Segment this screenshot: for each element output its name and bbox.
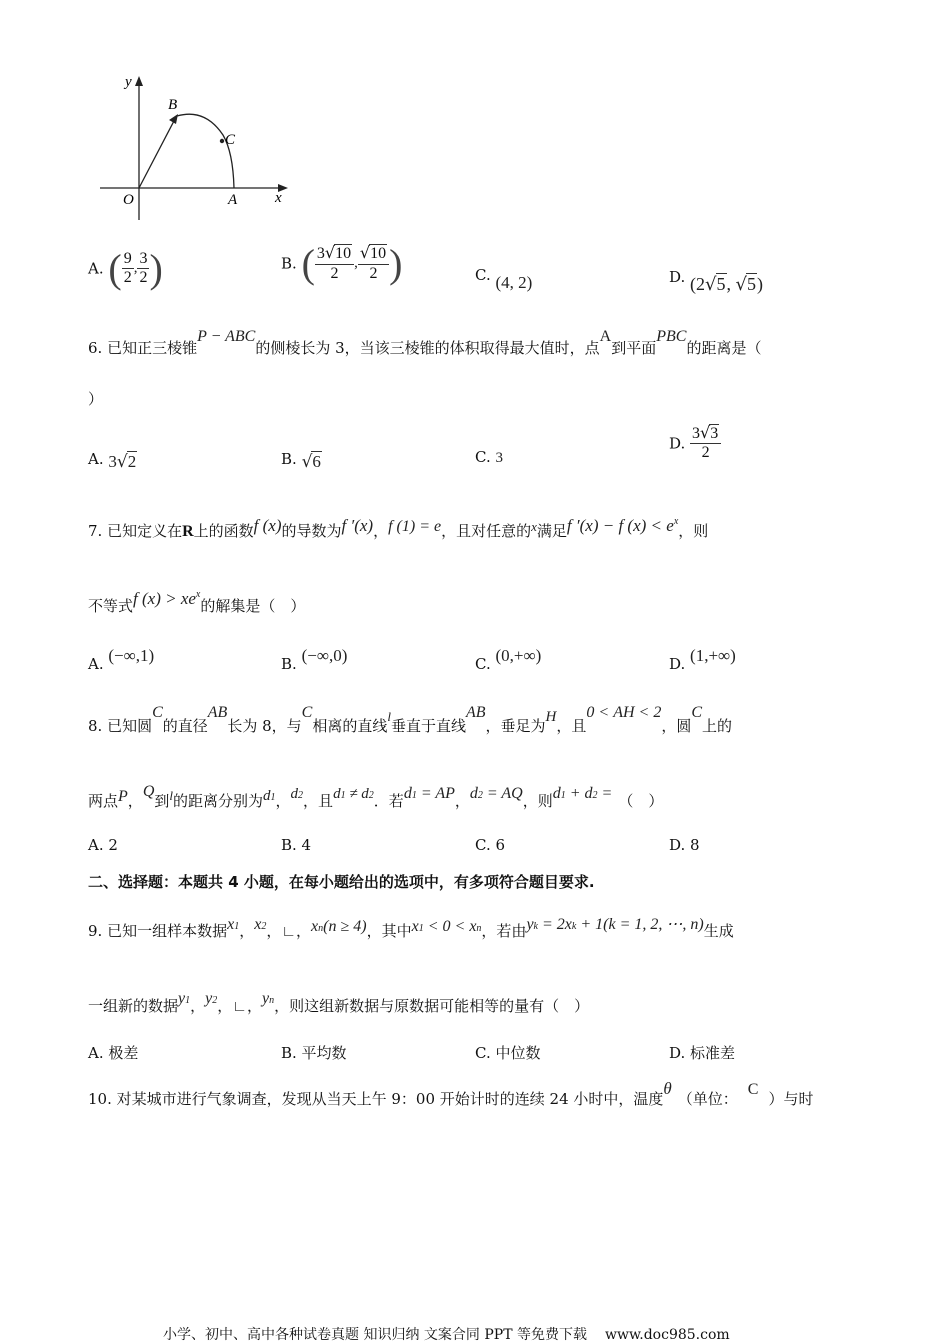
option-label: A. [88,259,104,278]
q6-option-c[interactable] [475,448,503,467]
option-label: C. [475,655,491,673]
math: l [169,788,174,803]
text: ，则这组新数据与原数据可能相等的量有（ ） [274,997,590,1015]
math-sub: k [571,921,577,932]
point-c [220,139,224,143]
text: ，且 [556,717,587,735]
math-sub: 1 [270,792,276,803]
q5-option-d[interactable]: D. (2√5, √5) [669,268,764,295]
text: ，圆 [661,717,692,735]
ellipsis-glyph: ∟ [232,999,247,1015]
label-c: C [225,132,236,148]
q8-option-d[interactable]: D. 8 [669,836,700,854]
q9-stem [88,916,734,941]
option-value: (1,+∞) [690,646,736,665]
q5-option-b[interactable]: B. ( $\frac{3√10}{2}$ , $\frac{√10}{2}$ ) [281,241,403,286]
text: 8. 已知圆 [88,717,153,735]
q6-option-d[interactable]: D. $\frac{3√3}{2}$ [669,424,721,463]
frac-den: 2 [369,264,378,282]
page-footer [163,1324,730,1344]
text: 两点 [88,792,119,810]
option-value: (0,+∞) [495,646,542,665]
math: y [178,990,186,1007]
text: ，则 [678,522,709,540]
text: ， [275,792,291,810]
q5-option-a[interactable]: A. ( $\frac{9}{2}$ , $\frac{3}{2}$ ) [88,246,163,291]
math: ≠ d [345,786,369,802]
math: C [747,1081,759,1098]
radicand: 2 [127,452,137,471]
footer-text: 小学、初中、高中各种试卷真题 知识归纳 文案合同 PPT 等免费下载 [163,1327,587,1343]
math: f ′(x) [341,516,374,535]
math-sub: 2 [477,790,483,801]
math: d [403,785,412,802]
coef: 3 [316,245,325,263]
math: d [552,785,561,802]
math: y [205,990,213,1007]
text: ，且 [303,792,334,810]
math: H [545,709,557,725]
math: A [599,328,612,345]
math: C [691,704,702,721]
math: + d [565,785,593,802]
math-sup: x [195,589,201,600]
math: (n ≥ 4) [323,918,367,935]
frac-den: 2 [139,269,148,286]
y-axis-arrow-icon [135,76,143,86]
q8-option-a[interactable]: A. 2 [88,836,118,854]
math: θ [663,1079,672,1098]
coef: 3 [108,452,117,471]
q7-option-a[interactable] [88,646,155,674]
text: ， [296,922,312,940]
q7-stem [88,516,709,541]
text: ．若 [373,792,404,810]
q7-option-c[interactable] [475,646,542,674]
text: ， [217,997,233,1015]
q8-option-c[interactable]: C. 6 [475,836,506,854]
coef: 3 [692,425,701,442]
footer-link[interactable]: www.doc985.com [604,1327,730,1343]
q7-stem-line2 [88,589,306,616]
math: = [597,785,613,802]
math: P − ABC [197,328,256,345]
math: C [301,704,313,721]
q6-option-a[interactable]: A. 3√2 [88,450,137,472]
option-label: C. [475,266,491,284]
vector-ob-arrow-icon [169,114,178,124]
math: Q [142,783,155,800]
math: d [333,786,341,802]
radicand: 5 [747,274,757,294]
frac-num: 9 [122,250,134,269]
frac-den: 2 [123,269,132,286]
math: AB [207,704,228,721]
math: PBC [656,328,687,345]
math: = 2x [538,916,572,933]
math: x [411,918,419,935]
q10-stem [88,1079,814,1109]
option-label: D. [669,268,686,286]
text: 6. 已知正三棱锥 [88,339,198,357]
text: 的直径 [162,717,208,735]
text: 7. 已知定义在 [88,522,183,540]
text: ， [266,922,282,940]
text: ， [373,522,389,540]
option-label: D. [669,434,686,453]
math: d [263,788,271,804]
math-sub: n [318,923,324,934]
text: 的距离分别为 [173,792,264,810]
text: （单位： [677,1090,738,1108]
label-o: O [123,192,134,208]
vector-arc-figure [95,70,295,225]
math: d [290,786,299,802]
label-x: x [275,190,282,206]
text: 满足 [536,522,567,540]
radicand: 6 [312,452,321,471]
q9-option-c[interactable]: C. 中位数 [475,1044,541,1062]
math: x [254,916,262,933]
math-sub: 1 [234,921,240,932]
text: 生成 [703,922,734,940]
q9-stem-line2 [88,990,590,1016]
radicand: 10 [335,245,352,263]
text: 上的函数 [193,522,254,540]
math: f (x) > xe [133,589,196,608]
text: 的解集是（ ） [200,597,306,615]
q9-option-a[interactable]: A. 极差 [88,1044,139,1062]
text: 10. 对某城市进行气象调查，发现从当天上午 9：00 开始计时的连续 24 小时中，温度 [88,1090,664,1108]
option-value: (−∞,1) [108,646,155,665]
frac-den: 2 [701,444,710,462]
text: ）与时 [768,1090,814,1108]
math-sup: x [673,516,679,527]
text: 的侧棱长为 3，当该三棱锥的体积取得最大值时，点 [255,339,600,357]
math: C [152,704,163,721]
reals-symbol: R [182,523,194,540]
text: 的距离是（ [686,339,762,357]
text: 上的 [702,717,733,735]
option-value: (4, 2) [495,273,533,292]
text: ， [239,922,255,940]
math: < 0 < x [423,918,477,935]
math: y [526,916,534,933]
option-label: C. [475,448,491,466]
math-sub: n [269,995,275,1006]
text: ，若由 [481,922,527,940]
math: + 1(k = 1, 2, ⋯, n) [576,916,704,933]
text: （ ） [618,792,664,810]
text: ，垂足为 [485,717,546,735]
radicand: 3 [710,425,719,442]
q5-option-c[interactable] [475,265,533,292]
option-value: 3 [495,450,503,466]
text: ，其中 [366,922,412,940]
math: x [531,519,537,534]
option-label: D. [669,655,686,673]
text: ， [127,792,143,810]
text: 9. 已知一组样本数据 [88,922,228,940]
label-a: A [228,192,238,208]
math-sub: 1 [411,790,417,801]
math-sub: 2 [212,995,218,1006]
option-label: B. [281,254,297,273]
coef: 2 [696,274,706,294]
section-heading: 二、选择题：本题共 4 小题，在每小题给出的选项中，有多项符合题目要求. [88,873,595,891]
radicand: 5 [716,274,726,294]
q9-option-b[interactable]: B. 平均数 [281,1044,347,1062]
option-label: A. [88,655,104,673]
math-sub: n [476,923,482,934]
math-sub: 2 [261,921,267,932]
option-label: B. [281,450,297,468]
math-sub: 1 [418,923,424,934]
math-sub: 2 [298,790,304,801]
text: 相离的直线 [312,717,388,735]
frac-num: 3 [137,250,149,269]
math: x [227,916,235,933]
label-y: y [125,74,132,90]
math-sub: 2 [592,790,598,801]
math: = AP [416,785,455,802]
arc-ab [177,114,234,188]
math: f (1) = e [388,518,442,535]
option-label: A. [88,450,104,468]
math: d [469,785,478,802]
text: ， [246,997,262,1015]
q8-option-b[interactable]: B. 4 [281,836,312,854]
text: 不等式 [88,597,134,615]
q6-stem-cont: ） [88,390,104,408]
text: 到 [154,792,170,810]
math-sub: 2 [368,790,374,801]
math-sub: 1 [560,790,566,801]
math-sub: 1 [185,995,191,1006]
label-b: B [168,97,178,113]
math: 0 < AH < 2 [586,704,662,721]
text: ，则 [522,792,553,810]
math-sub: k [533,921,538,932]
q6-stem [88,328,762,358]
text: ， [190,997,206,1015]
ellipsis-glyph: ∟ [281,924,297,940]
text: 到平面 [611,339,657,357]
option-label: B. [281,655,297,673]
text: 一组新的数据 [88,997,179,1015]
option-value: (−∞,0) [301,646,348,665]
math-sub: 1 [340,790,346,801]
text: 垂直于直线 [390,717,466,735]
math: f (x) [253,516,282,535]
q8-stem [88,704,733,736]
q9-option-d[interactable]: D. 标准差 [669,1044,736,1062]
q6-option-b[interactable]: B. √6 [281,450,321,472]
radicand: 10 [370,245,387,263]
frac-den: 2 [330,264,339,282]
math: l [387,709,391,724]
q7-option-b[interactable] [281,646,348,674]
math: = AQ [482,785,523,802]
text: 长为 8，与 [227,717,302,735]
math: x [311,918,319,935]
vector-ob [139,119,175,188]
math: f ′(x) − f (x) < e [566,516,674,535]
text: ， [454,792,470,810]
math: AB [465,704,486,721]
math: P [118,788,128,805]
text: ，且对任意的 [441,522,532,540]
text: 的导数为 [281,522,342,540]
math: y [261,990,270,1007]
q7-option-d[interactable] [669,646,736,674]
q8-stem-line2 [88,783,664,811]
